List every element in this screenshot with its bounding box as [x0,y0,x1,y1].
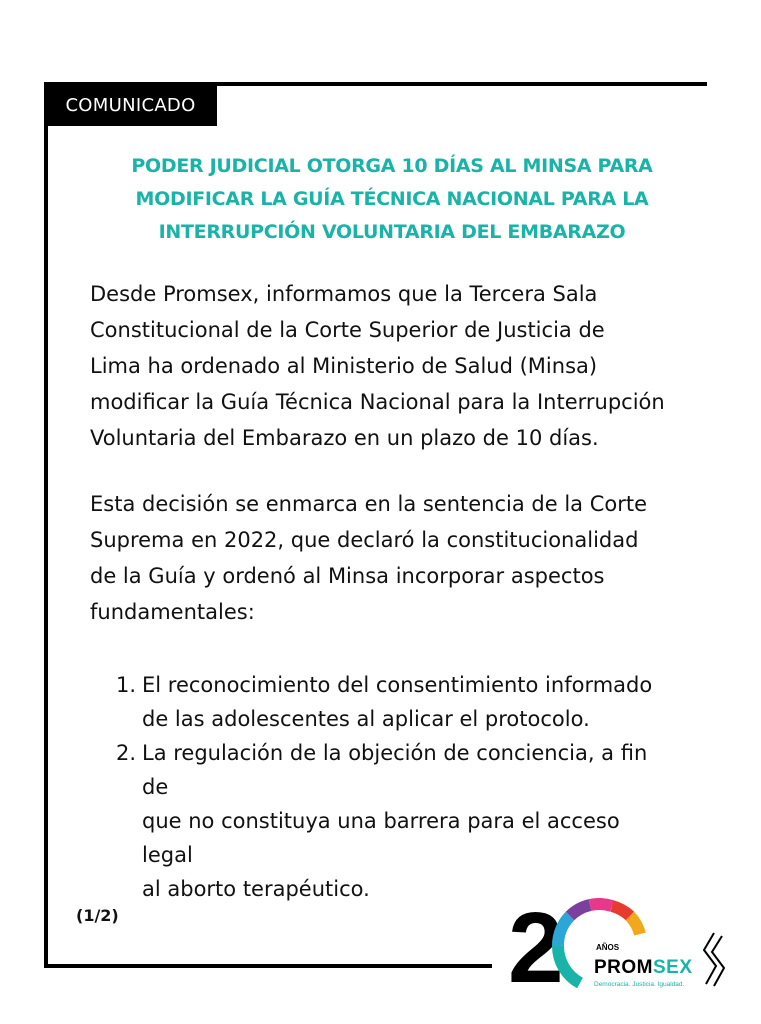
intro-line-1: Desde Promsex, informamos que la Tercera Sala [90,282,598,306]
list-item-number: 1. [116,673,137,697]
aspects-list [116,668,676,906]
promsex-20-anos-logo [508,898,736,1010]
logo-tagline: Democracia. Justicia. Igualdad. [594,981,685,988]
comunicado-tag: COMUNICADO [44,86,217,126]
intro-line-2: Constitucional de la Corte Superior de Justicia de [90,318,605,342]
intro-paragraph [90,276,690,456]
context-line-4: fundamentales: [90,600,255,624]
list-item-line: de las adolescentes al aplicar el protocolo. [142,707,590,731]
intro-line-5: Voluntaria del Embarazo en un plazo de 10 días. [90,426,599,450]
frame-left-border [44,82,48,968]
intro-line-3: Lima ha ordenado al Ministerio de Salud (Minsa) [90,354,598,378]
headline-line-2: MODIFICAR LA GUÍA TÉCNICA NACIONAL PARA LA [135,188,649,210]
chevron-mark-icon [704,933,724,986]
context-line-3: de la Guía y ordenó al Minsa incorporar aspectos [90,564,605,588]
list-item-line: El reconocimiento del consentimiento informado [142,673,653,697]
list-item [116,736,676,906]
logo-brand-prom: PROM [594,957,653,978]
logo-anos: AÑOS [596,943,620,952]
logo-brand [594,957,693,978]
list-item-number: 2. [116,741,137,765]
headline-line-3: INTERRUPCIÓN VOLUNTARIA DEL EMBARAZO [158,221,626,243]
headline-line-1: PODER JUDICIAL OTORGA 10 DÍAS AL MINSA PARA [131,155,653,177]
list-item [116,668,676,736]
page-indicator: (1/2) [76,906,119,925]
context-paragraph [90,486,690,630]
context-line-2: Suprema en 2022, que declaró la constitucionalidad [90,528,639,552]
headline [66,150,718,249]
frame-bottom-border [44,964,492,968]
list-item-line: La regulación de la objeción de conciencia, a fin de [142,741,648,799]
list-item-line: al aborto terapéutico. [142,877,370,901]
context-line-1: Esta decisión se enmarca en la sentencia de la Corte [90,492,648,516]
logo-number-two: 2 [508,898,564,1004]
intro-line-4: modificar la Guía Técnica Nacional para la Interrupción [90,390,665,414]
list-item-line: que no constituya una barrera para el acceso legal [142,809,620,867]
logo-brand-sex: SEX [653,957,693,978]
